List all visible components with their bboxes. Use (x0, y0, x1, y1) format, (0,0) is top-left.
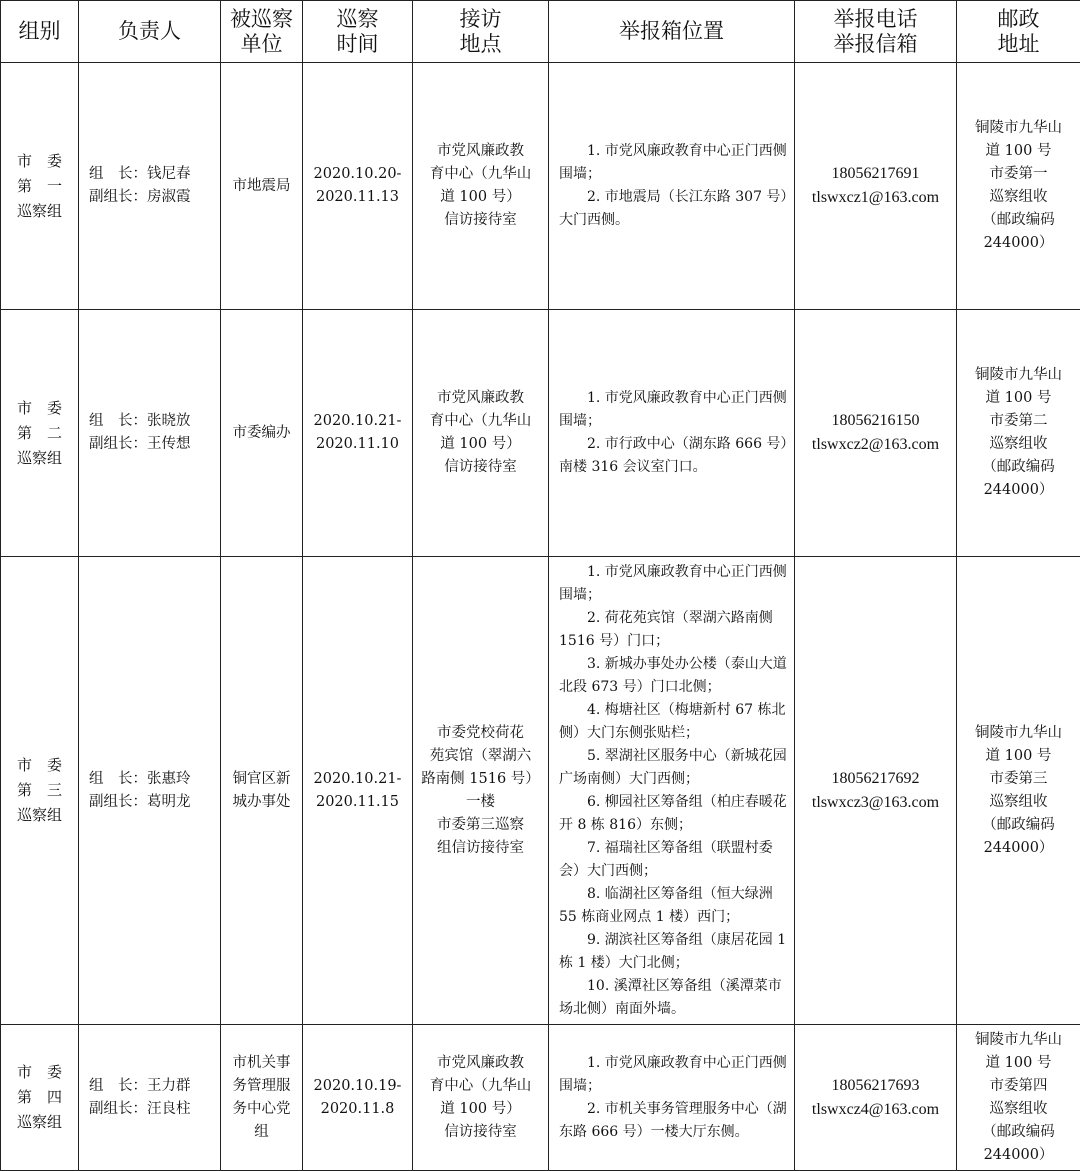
leader-cell: 组 长：钱尼春 副组长：房淑霞 (79, 63, 221, 310)
mailbox-item: 2. 市机关事务管理服务中心（湖东路 666 号）一楼大厅东侧。 (559, 1098, 788, 1144)
mailbox-item: 1. 市党风廉政教育中心正门西侧围墙； (559, 387, 788, 433)
mailbox-item: 8. 临湖社区筹备组（恒大绿洲 55 栋商业网点 1 楼）西门； (559, 883, 788, 929)
header-mailbox: 举报箱位置 (549, 1, 795, 63)
phone-number: 18056217692 (799, 767, 952, 791)
mailbox-item: 10. 溪潭社区筹备组（溪潭菜市场北侧）南面外墙。 (559, 975, 788, 1021)
location-cell: 市党风廉政教 育中心（九华山 道 100 号） 信访接待室 (413, 63, 549, 310)
group-cell: 市 委 第 二 巡察组 (1, 310, 79, 557)
postal-cell: 铜陵市九华山 道 100 号 市委第三 巡察组收 （邮政编码 244000） (957, 557, 1080, 1025)
header-unit: 被巡察 单位 (221, 1, 303, 63)
email-address: tlswxcz3@163.com (799, 791, 952, 815)
header-contact: 举报电话 举报信箱 (795, 1, 957, 63)
group-cell: 市 委 第 四 巡察组 (1, 1025, 79, 1171)
contact-cell (795, 63, 957, 310)
table-row (1, 63, 1080, 310)
time-cell: 2020.10.20- 2020.11.13 (303, 63, 413, 310)
leader-cell: 组 长：张惠玲 副组长：葛明龙 (79, 557, 221, 1025)
mailbox-item: 1. 市党风廉政教育中心正门西侧围墙； (559, 561, 788, 607)
email-address: tlswxcz1@163.com (799, 186, 952, 210)
mailbox-item: 2. 市行政中心（湖东路 666 号）南楼 316 会议室门口。 (559, 433, 788, 479)
email-address: tlswxcz2@163.com (799, 433, 952, 457)
location-cell: 市委党校荷花 苑宾馆（翠湖六 路南侧 1516 号） 一楼 市委第三巡察 组信访接待室 (413, 557, 549, 1025)
header-location: 接访 地点 (413, 1, 549, 63)
table-row (1, 310, 1080, 557)
location-cell: 市党风廉政教 育中心（九华山 道 100 号） 信访接待室 (413, 310, 549, 557)
postal-cell: 铜陵市九华山 道 100 号 市委第二 巡察组收 （邮政编码 244000） (957, 310, 1080, 557)
header-row (1, 1, 1080, 63)
unit-cell: 铜官区新 城办事处 (221, 557, 303, 1025)
postal-cell: 铜陵市九华山 道 100 号 市委第一 巡察组收 （邮政编码 244000） (957, 63, 1080, 310)
table-row (1, 1025, 1080, 1171)
contact-cell (795, 310, 957, 557)
leader-cell: 组 长：王力群 副组长：汪良柱 (79, 1025, 221, 1171)
time-cell: 2020.10.21- 2020.11.10 (303, 310, 413, 557)
table-row (1, 557, 1080, 1025)
mailbox-cell (549, 63, 795, 310)
mailbox-item: 1. 市党风廉政教育中心正门西侧围墙； (559, 1052, 788, 1098)
unit-cell: 市机关事 务管理服 务中心党 组 (221, 1025, 303, 1171)
leader-cell: 组 长：张晓放 副组长：王传想 (79, 310, 221, 557)
time-cell: 2020.10.21- 2020.11.15 (303, 557, 413, 1025)
mailbox-item: 6. 柳园社区筹备组（柏庄春暖花开 8 栋 816）东侧； (559, 791, 788, 837)
unit-cell: 市地震局 (221, 63, 303, 310)
mailbox-item: 7. 福瑞社区筹备组（联盟村委会）大门西侧； (559, 837, 788, 883)
mailbox-item: 5. 翠湖社区服务中心（新城花园广场南侧）大门西侧； (559, 745, 788, 791)
contact-cell (795, 557, 957, 1025)
mailbox-item: 9. 湖滨社区筹备组（康居花园 1 栋 1 楼）大门北侧； (559, 929, 788, 975)
mailbox-item: 1. 市党风廉政教育中心正门西侧围墙； (559, 140, 788, 186)
time-cell: 2020.10.19- 2020.11.8 (303, 1025, 413, 1171)
header-leader: 负责人 (79, 1, 221, 63)
postal-cell: 铜陵市九华山 道 100 号 市委第四 巡察组收 （邮政编码 244000） (957, 1025, 1080, 1171)
phone-number: 18056216150 (799, 409, 952, 433)
mailbox-item: 2. 市地震局（长江东路 307 号）大门西侧。 (559, 186, 788, 232)
mailbox-item: 2. 荷花苑宾馆（翠湖六路南侧 1516 号）门口； (559, 607, 788, 653)
contact-cell (795, 1025, 957, 1171)
email-address: tlswxcz4@163.com (799, 1098, 952, 1122)
mailbox-item: 3. 新城办事处办公楼（泰山大道北段 673 号）门口北侧； (559, 653, 788, 699)
phone-number: 18056217691 (799, 162, 952, 186)
mailbox-cell (549, 557, 795, 1025)
mailbox-item: 4. 梅塘社区（梅塘新村 67 栋北侧）大门东侧张贴栏； (559, 699, 788, 745)
unit-cell: 市委编办 (221, 310, 303, 557)
group-cell: 市 委 第 三 巡察组 (1, 557, 79, 1025)
header-group: 组别 (1, 1, 79, 63)
mailbox-cell (549, 310, 795, 557)
mailbox-cell (549, 1025, 795, 1171)
header-time: 巡察 时间 (303, 1, 413, 63)
location-cell: 市党风廉政教 育中心（九华山 道 100 号） 信访接待室 (413, 1025, 549, 1171)
header-postal: 邮政 地址 (957, 1, 1080, 63)
group-cell: 市 委 第 一 巡察组 (1, 63, 79, 310)
phone-number: 18056217693 (799, 1074, 952, 1098)
